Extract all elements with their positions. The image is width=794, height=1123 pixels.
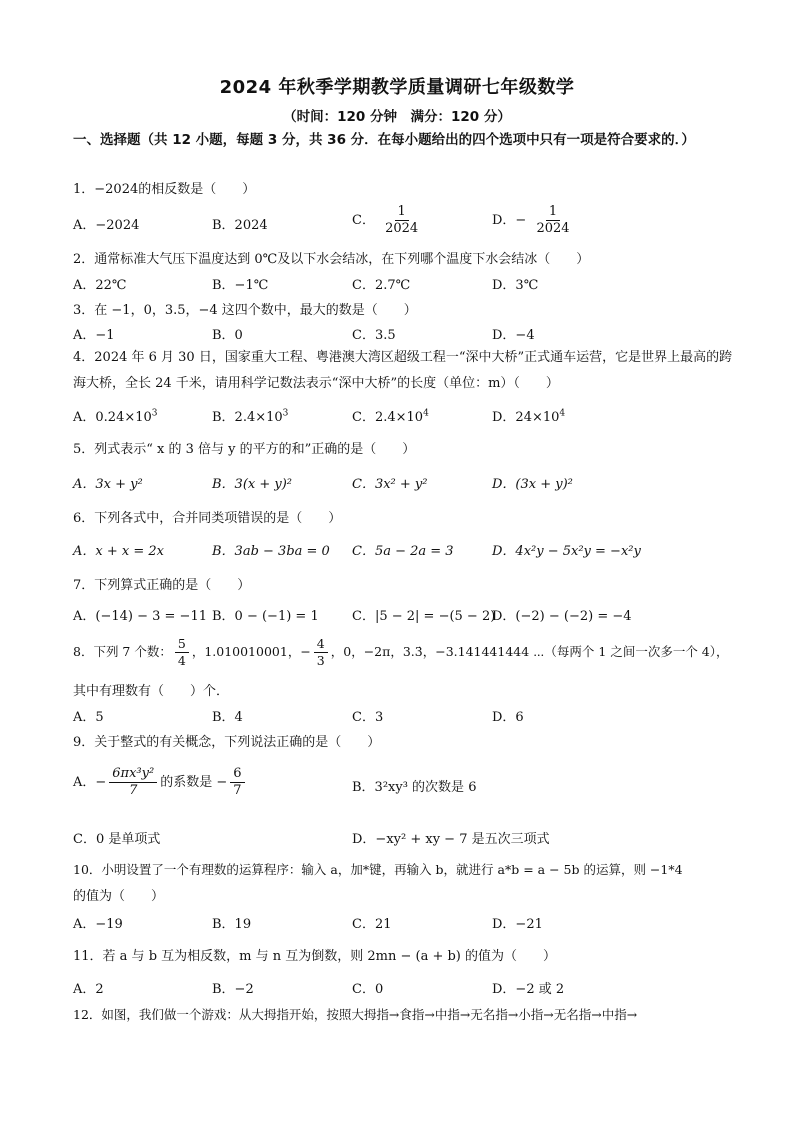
q1-option-c: [352, 204, 424, 237]
question-1-stem: 1．−2024的相反数是（ ）: [73, 182, 256, 197]
q9-option-a: [73, 766, 248, 799]
q1-option-d-label: D．−: [492, 213, 527, 228]
question-2-stem: 2．通常标准大气压下温度达到 0℃及以下水会结冰，在下列哪个温度下水会结冰（ ）: [73, 252, 590, 267]
q8-fraction-1: [175, 636, 189, 669]
q9-option-c: C．0 是单项式: [73, 832, 161, 847]
fraction-denominator: 3: [316, 653, 325, 668]
q5-option-d: D．(3x + y)²: [492, 477, 573, 492]
q3-option-a: A．−1: [73, 328, 115, 343]
question-8-line2: 其中有理数有（ ）个．: [73, 684, 230, 699]
q9-option-d: D．−xy² + xy − 7 是五次三项式: [352, 832, 550, 847]
exponent: 3: [282, 408, 289, 419]
question-11-stem: 11．若 a 与 b 互为相反数，m 与 n 互为倒数，则 2mn − (a + b) 的值为（ ）: [73, 949, 557, 964]
q10-option-c: C．21: [352, 917, 392, 932]
exponent: 4: [423, 408, 429, 419]
fraction-numerator: 1: [395, 204, 409, 221]
q10-option-d: D．−21: [492, 917, 543, 932]
q9-option-a-fraction: [109, 766, 157, 799]
question-6-stem: 6．下列各式中，合并同类项错误的是（ ）: [73, 511, 342, 526]
fraction-denominator: 4: [177, 653, 186, 668]
q3-option-c: C．3.5: [352, 328, 396, 343]
q2-option-c: C．2.7℃: [352, 278, 411, 293]
q8-option-b: B．4: [212, 710, 243, 725]
option-text: A．0.24×10: [73, 410, 152, 425]
fraction-numerator: 1: [546, 204, 560, 221]
q8-middle: ，1.010010001，−: [191, 644, 311, 659]
fraction-numerator: 6πx³y²: [109, 766, 157, 783]
q2-option-d: D．3℃: [492, 278, 539, 293]
q2-option-a: A．22℃: [73, 278, 127, 293]
q9-option-b: B．3²xy³ 的次数是 6: [352, 780, 477, 795]
q7-option-b: B．0 − (−1) = 1: [212, 609, 319, 624]
q3-option-b: B．0: [212, 328, 243, 343]
fraction-numerator: 6: [230, 766, 244, 783]
q4-option-d: [492, 406, 565, 425]
fraction-denominator: 7: [129, 783, 138, 798]
q11-option-a: A．2: [73, 982, 104, 997]
q8-prefix: 8．下列 7 个数：: [73, 644, 172, 659]
question-5-stem: 5．列式表示“ x 的 3 倍与 y 的平方的和”正确的是（ ）: [73, 442, 416, 457]
exponent: 3: [151, 408, 158, 419]
q6-option-c: C．5a − 2a = 3: [352, 544, 454, 559]
q1-option-b: B．2024: [212, 218, 268, 233]
q6-option-a: A．x + x = 2x: [73, 544, 164, 559]
q6-option-b: B．3ab − 3ba = 0: [212, 544, 330, 559]
section-heading: 一、选择题（共 12 小题，每题 3 分，共 36 分．在每小题给出的四个选项中只有一项是符合要求的．）: [73, 132, 695, 148]
question-4-stem: 4．2024 年 6 月 30 日，国家重大工程、粤港澳大湾区超级工程一“深中大桥”正式通车运营，它是世界上最高的跨海大桥，全长 24 千米，请用科学记数法表示“深中大桥”的长度（单位：m）（ ）: [73, 350, 733, 391]
q6-option-d: D．4x²y − 5x²y = −x²y: [492, 544, 641, 559]
q11-option-b: B．−2: [212, 982, 254, 997]
question-12-stem: 12．如图，我们做一个游戏：从大拇指开始，按照大拇指→食指→中指→无名指→小指→无名指→中指→: [73, 1007, 638, 1022]
page-title: 2024 年秋季学期教学质量调研七年级数学: [219, 77, 575, 98]
q1-option-a: A．−2024: [73, 218, 140, 233]
fraction-denominator: 2024: [385, 221, 419, 236]
q11-option-d: D．−2 或 2: [492, 982, 565, 997]
q4-option-b: [212, 406, 288, 425]
q11-option-c: C．0: [352, 982, 384, 997]
exam-info: （时间：120 分钟 满分：120 分）: [283, 109, 511, 125]
q1-option-d: [492, 204, 576, 237]
q4-option-a: [73, 406, 158, 425]
question-7-stem: 7．下列算式正确的是（ ）: [73, 578, 251, 593]
q5-option-c: C．3x² + y²: [352, 477, 428, 492]
q8-option-d: D．6: [492, 710, 524, 725]
q8-option-c: C．3: [352, 710, 384, 725]
question-8-stem: [73, 636, 729, 669]
fraction-denominator: 7: [233, 783, 242, 798]
q10-option-a: A．−19: [73, 917, 123, 932]
q5-option-b: B．3(x + y)²: [212, 477, 293, 492]
question-10-line2: 的值为（ ）: [73, 889, 165, 904]
fraction-numerator: 4: [314, 636, 328, 653]
q1-option-c-fraction: [382, 204, 421, 237]
question-9-stem: 9．关于整式的有关概念，下列说法正确的是（ ）: [73, 735, 381, 750]
q2-option-b: B．−1℃: [212, 278, 269, 293]
q9-option-a-label: A．−: [73, 775, 107, 790]
q7-option-d: D．(−2) − (−2) = −4: [492, 609, 632, 624]
q3-option-d: D．−4: [492, 328, 535, 343]
option-text: C．2.4×10: [352, 410, 424, 425]
fraction-denominator: 2024: [536, 221, 570, 236]
q8-option-a: A．5: [73, 710, 104, 725]
option-text: B．2.4×10: [212, 410, 283, 425]
q5-option-a: A．3x + y²: [73, 477, 143, 492]
q4-option-c: [352, 406, 429, 425]
q8-suffix: ，0，−2π，3.3̇，−3.141441444 ⋯（每两个 1 之间一次多一个 4），: [330, 644, 729, 659]
q9-option-a-fraction-2: [230, 766, 244, 799]
q8-fraction-2: [314, 636, 328, 669]
exponent: 4: [559, 408, 566, 419]
q1-option-c-label: C．: [352, 213, 375, 228]
option-text: D．24×10: [492, 410, 560, 425]
question-3-stem: 3．在 −1，0，3.5，−4 这四个数中，最大的数是（ ）: [73, 303, 417, 318]
q1-option-d-fraction: [533, 204, 572, 237]
q7-option-c: C．|5 − 2| = −(5 − 2): [352, 609, 496, 624]
q10-option-b: B．19: [212, 917, 252, 932]
q7-option-a: A．(−14) − 3 = −11: [73, 609, 207, 624]
fraction-numerator: 5: [175, 636, 189, 653]
q9-option-a-mid: 的系数是 −: [160, 775, 228, 790]
question-10-stem: 10．小明设置了一个有理数的运算程序：输入 a，加*键，再输入 b，就进行 a*b = a − 5b 的运算，则 −1*4: [73, 862, 683, 877]
